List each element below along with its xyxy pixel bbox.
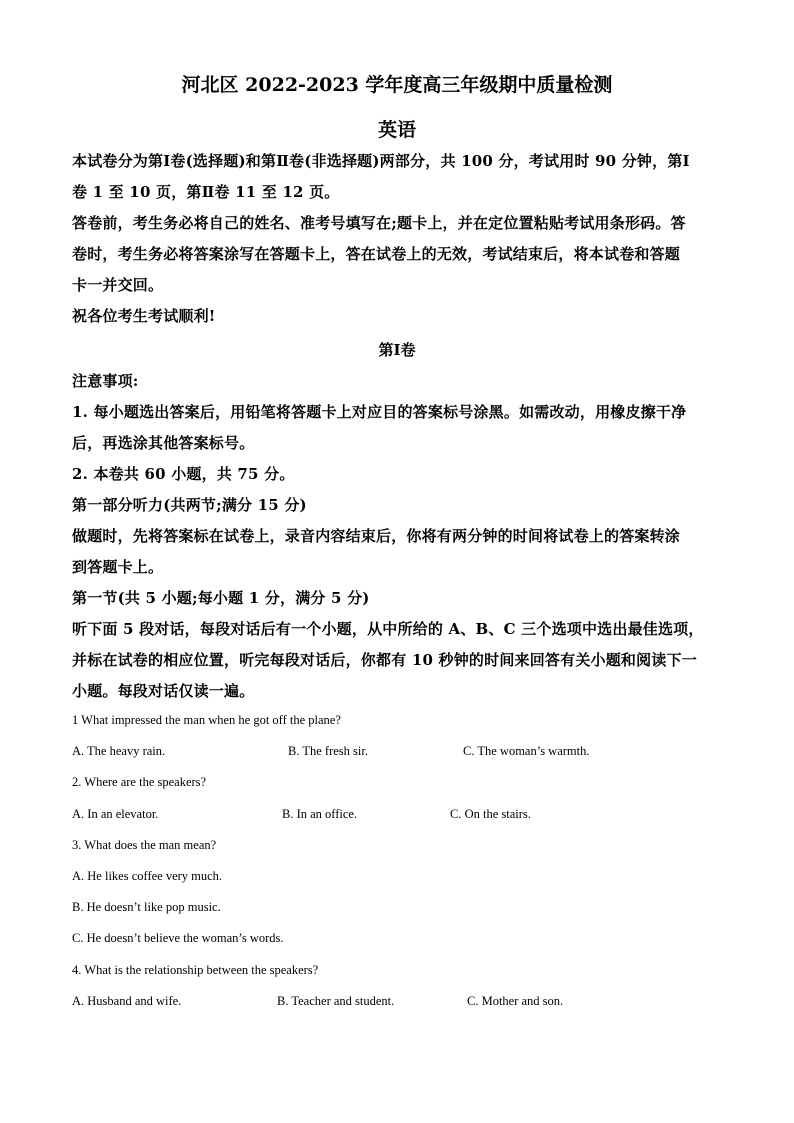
intro-line-5: 卡一并交回。 xyxy=(72,276,164,294)
part-heading: 第Ⅰ卷 xyxy=(378,341,416,359)
note-line-1: 1. 每小题选出答案后，用铅笔将答题卡上对应目的答案标号涂黑。如需改动，用橡皮擦干净 xyxy=(72,403,687,421)
q3-option-a: A. He likes coffee very much. xyxy=(72,869,223,883)
question-2: 2. Where are the speakers? xyxy=(72,775,207,789)
q3-option-b: B. He doesn’t like pop music. xyxy=(72,900,221,914)
section-title: 第一部分听力(共两节;满分 15 分) xyxy=(72,496,307,514)
note-line-2: 后，再选涂其他答案标号。 xyxy=(72,434,255,452)
q2-option-c: C. On the stairs. xyxy=(450,807,531,821)
q2-option-b: B. In an office. xyxy=(282,807,358,821)
intro-line-4: 卷时，考生务必将答案涂写在答题卡上，答在试卷上的无效，考试结束后，将本试卷和答题 xyxy=(72,245,681,263)
q4-option-c: C. Mother and son. xyxy=(467,994,564,1008)
section-desc-1: 做题时，先将答案标在试卷上，录音内容结束后，你将有两分钟的时间将试卷上的答案转涂 xyxy=(72,527,681,545)
notes-label: 注意事项: xyxy=(72,372,139,390)
exam-title: 河北区 2022-2023 学年度高三年级期中质量检测 xyxy=(181,74,613,96)
question-1: 1 What impressed the man when he got off the plane? xyxy=(72,713,341,727)
subject-title: 英语 xyxy=(377,119,416,141)
note-line-3: 2. 本卷共 60 小题，共 75 分。 xyxy=(72,465,295,483)
q1-option-b: B. The fresh sir. xyxy=(288,744,368,758)
section-desc-2: 到答题卡上。 xyxy=(72,558,164,576)
intro-line-1: 本试卷分为第Ⅰ卷(选择题)和第Ⅱ卷(非选择题)两部分，共 100 分，考试用时 90 分钟，第Ⅰ xyxy=(72,152,690,170)
subsection-desc-1: 听下面 5 段对话，每段对话后有一个小题，从中所给的 A、B、C 三个选项中选出最佳选项， xyxy=(72,620,704,638)
intro-line-6: 祝各位考生考试顺利! xyxy=(72,307,216,325)
question-4: 4. What is the relationship between the speakers? xyxy=(72,963,319,977)
q2-option-a: A. In an elevator. xyxy=(72,807,159,821)
q3-option-c: C. He doesn’t believe the woman’s words. xyxy=(72,931,284,945)
subsection-title: 第一节(共 5 小题;每小题 1 分，满分 5 分) xyxy=(72,589,370,607)
q1-option-c: C. The woman’s warmth. xyxy=(463,744,590,758)
q1-option-a: A. The heavy rain. xyxy=(72,744,166,758)
intro-line-2: 卷 1 至 10 页，第Ⅱ卷 11 至 12 页。 xyxy=(72,183,340,201)
subsection-desc-2: 并标在试卷的相应位置，听完每段对话后，你都有 10 秒钟的时间来回答有关小题和阅读下一 xyxy=(72,651,697,669)
intro-line-3: 答卷前，考生务必将自己的姓名、准考号填写在;题卡上，并在定位置粘贴考试用条形码。答 xyxy=(72,214,686,232)
subsection-desc-3: 小题。每段对话仅读一遍。 xyxy=(72,682,255,700)
question-3: 3. What does the man mean? xyxy=(72,838,217,852)
q4-option-b: B. Teacher and student. xyxy=(277,994,395,1008)
q4-option-a: A. Husband and wife. xyxy=(72,994,182,1008)
